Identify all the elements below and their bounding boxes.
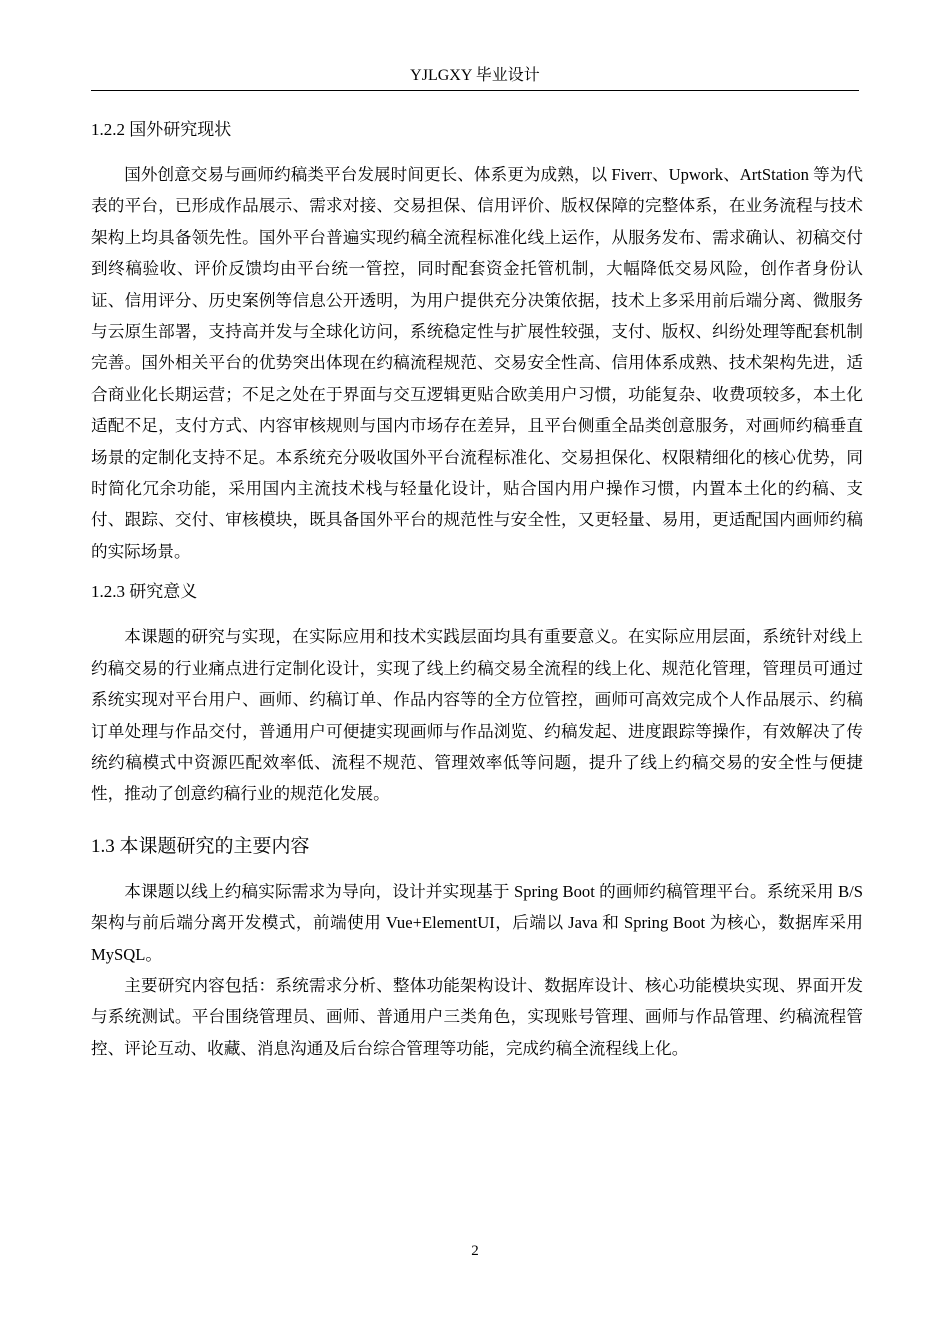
header-divider (91, 90, 859, 91)
section-heading-1-3: 1.3 本课题研究的主要内容 (91, 835, 310, 857)
section-heading-1-2-2: 1.2.2 国外研究现状 (91, 120, 232, 139)
page-number: 2 (471, 1243, 479, 1259)
paragraph-main-content-2: 主要研究内容包括：系统需求分析、整体功能架构设计、数据库设计、核心功能模块实现、界面开发与系统测试。平台围绕管理员、画师、普通用户三类角色，实现账号管理、画师与作品管理、约稿流程管控、评论互动、收藏、消息沟通及后台综合管理等功能，完成约稿全流程线上化。 (91, 975, 863, 1058)
page-header-title: YJLGXY 毕业设计 (410, 67, 540, 84)
paragraph-foreign-research: 国外创意交易与画师约稿类平台发展时间更长、体系更为成熟，以 Fiverr、Upwork、ArtStation 等为代表的平台，已形成作品展示、需求对接、交易担保、信用评价、版权保障的完整体系，在业务流程与技术架构上均具备领先性。国外平台普遍实现约稿全流程标准化线上运作，从服务发布、需求确认、初稿交付到终稿验收、评价反馈均由平台统一管控，同时配套资金托管机制，大幅降低交易风险，创作者身份认证、信用评分、历史案例等信息公开透明，为用户提供充分决策依据，技术上多采用前后端分离、微服务与云原生部署，支持高并发与全球化访问，系统稳定性与扩展性较强，支付、版权、纠纷处理等配套机制完善。国外相关平台的优势突出体现在约稿流程规范、交易安全性高、信用体系成熟、技术架构先进，适合商业化长期运营；不足之处在于界面与交互逻辑更贴合欧美用户习惯，功能复杂、收费项较多，本土化适配不足，支付方式、内容审核规则与国内市场存在差异，且平台侧重全品类创意服务，对画师约稿垂直场景的定制化支持不足。本系统充分吸收国外平台流程标准化、交易担保化、权限精细化的核心优势，同时简化冗余功能，采用国内主流技术栈与轻量化设计，贴合国内用户操作习惯，内置本土化的约稿、支付、跟踪、交付、审核模块，既具备国外平台的规范性与安全性，又更轻量、易用，更适配国内画师约稿的实际场景。 (91, 165, 863, 561)
spacer (91, 567, 863, 577)
paragraph-research-significance: 本课题的研究与实现，在实际应用和技术实践层面均具有重要意义。在实际应用层面，系统针对线上约稿交易的行业痛点进行定制化设计，实现了线上约稿交易全流程的线上化、规范化管理，管理员可通过系统实现对平台用户、画师、约稿订单、作品内容等的全方位管控，画师可高效完成个人作品展示、约稿订单处理与作品交付，普通用户可便捷实现画师与作品浏览、约稿发起、进度跟踪等操作，有效解决了传统约稿模式中资源匹配效率低、流程不规范、管理效率低等问题，提升了线上约稿交易的安全性与便捷性，推动了创意约稿行业的规范化发展。 (91, 627, 863, 804)
paragraph-main-content-1: 本课题以线上约稿实际需求为导向，设计并实现基于 Spring Boot 的画师约稿管理平台。系统采用 B/S 架构与前后端分离开发模式，前端使用 Vue+ElementUI，后端以 Java 和 Spring Boot 为核心，数据库采用 MySQL。 (91, 881, 863, 964)
spacer (91, 810, 863, 832)
section-heading-1-2-3: 1.2.3 研究意义 (91, 582, 198, 602)
page-body (91, 115, 863, 1064)
